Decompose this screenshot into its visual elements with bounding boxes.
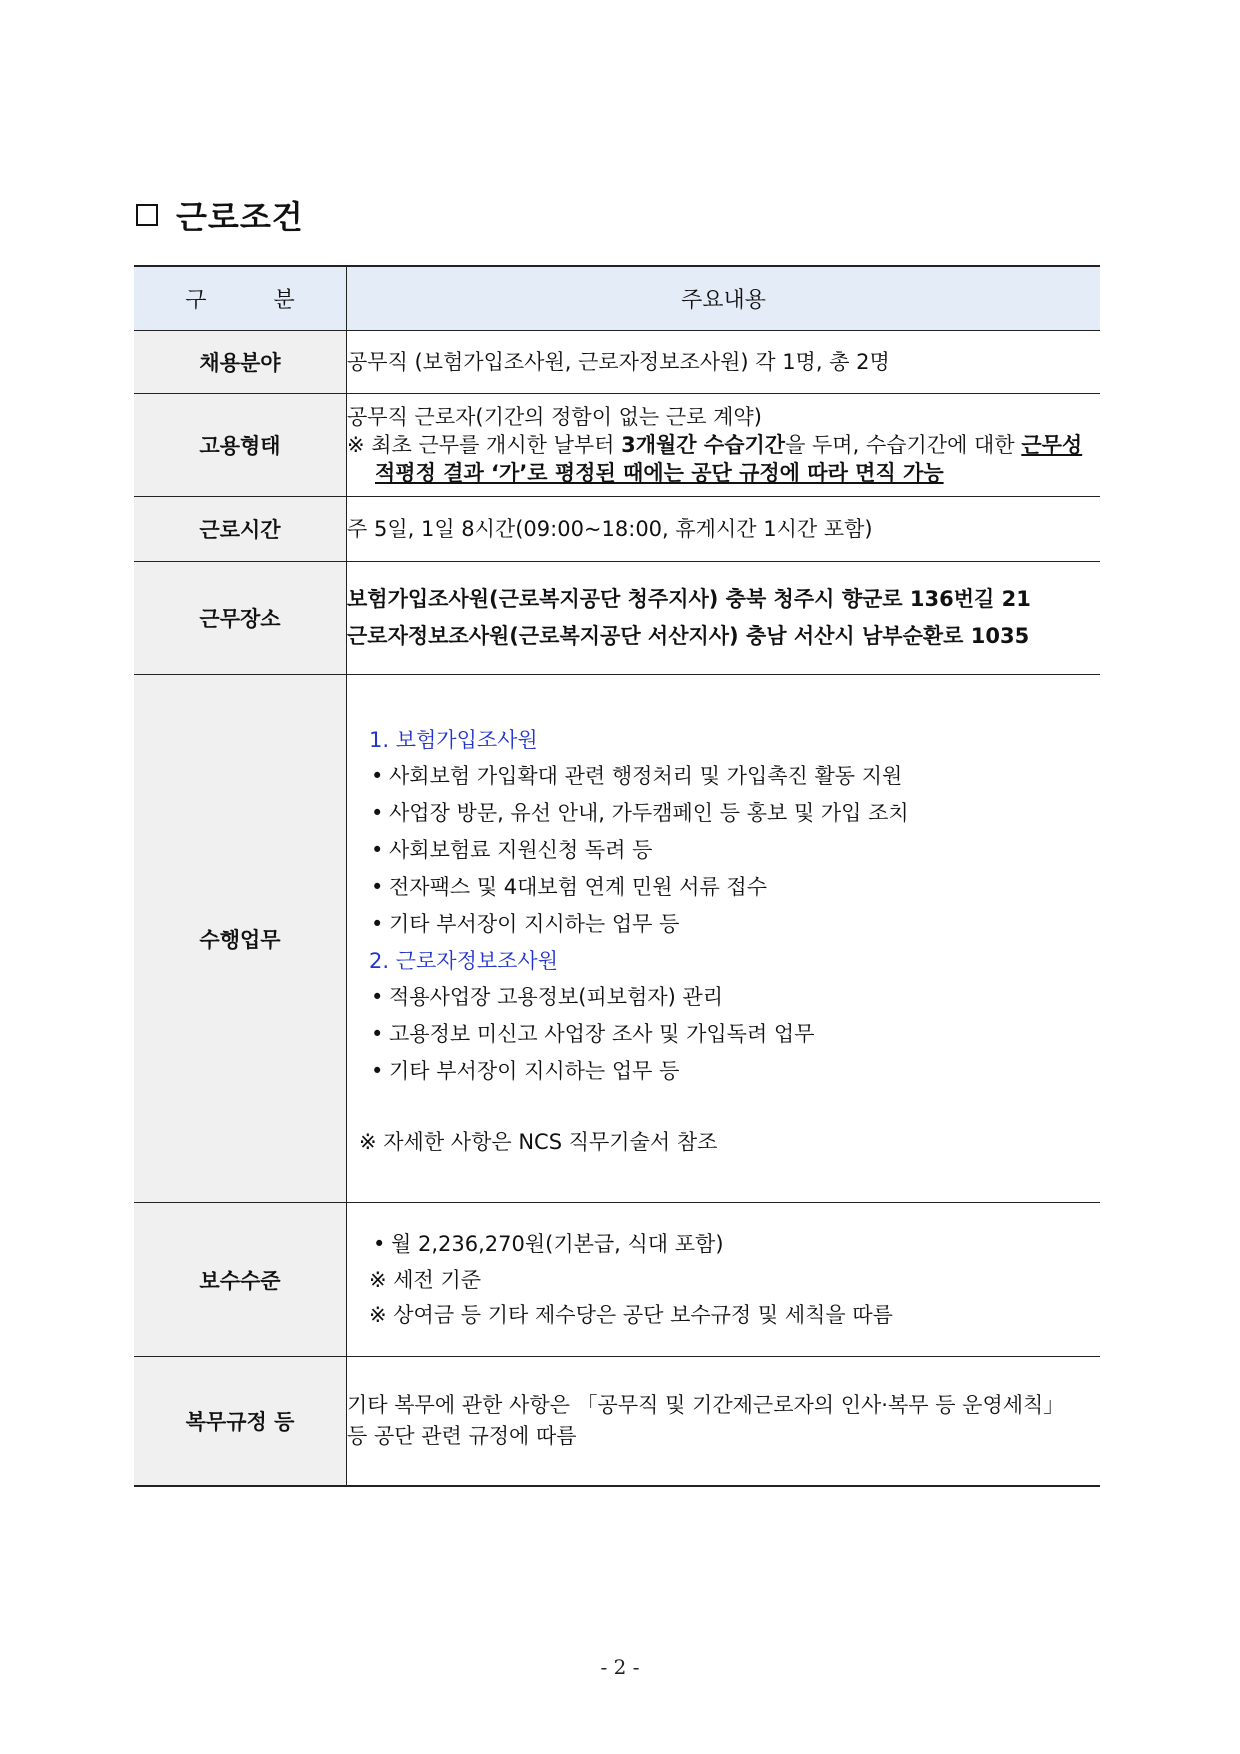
row-content: [347, 675, 1101, 1203]
header-content: 주요내용: [347, 266, 1101, 331]
row-content: [347, 562, 1101, 675]
list-item: • 전자팩스 및 4대보험 연계 민원 서류 접수: [367, 869, 1100, 906]
list-item: • 적용사업장 고용정보(피보험자) 관리: [367, 979, 1100, 1016]
row-label: 고용형태: [134, 394, 347, 497]
list-item: • 사회보험료 지원신청 독려 등: [367, 832, 1100, 869]
checkbox-square-icon: [136, 204, 158, 226]
table-header-row: [134, 266, 1100, 331]
row-label: 복무규정 등: [134, 1357, 347, 1486]
row-content: 공무직 (보험가입조사원, 근로자정보조사원) 각 1명, 총 2명: [347, 331, 1101, 394]
table-row-place: [134, 562, 1100, 675]
duties-group-2-title: 2. 근로자정보조사원: [369, 948, 558, 973]
duties-note: ※ 자세한 사항은 NCS 직무기술서 참조: [359, 1129, 718, 1154]
table-row-employment: [134, 394, 1100, 497]
section-heading: [136, 193, 304, 237]
employment-line-3: 적평정 결과 ‘가’로 평정된 때에는 공단 규정에 따라 면직 가능: [375, 461, 944, 485]
list-item: • 기타 부서장이 지시하는 업무 등: [367, 906, 1100, 943]
list-item: • 사업장 방문, 유선 안내, 가두캠페인 등 홍보 및 가입 조치: [367, 795, 1100, 832]
pay-line-1: • 월 2,236,270원(기본급, 식대 포함): [369, 1226, 1100, 1263]
list-item: • 기타 부서장이 지시하는 업무 등: [367, 1053, 1100, 1090]
pay-line-3: ※ 상여금 등 기타 제수당은 공단 보수규정 및 세칙을 따름: [369, 1303, 893, 1327]
row-content: [347, 1357, 1101, 1486]
rules-line-2: 등 공단 관련 규정에 따름: [347, 1423, 577, 1448]
work-conditions-table: [134, 265, 1100, 1487]
row-label: 보수수준: [134, 1203, 347, 1357]
row-label: 수행업무: [134, 675, 347, 1203]
list-item: • 사회보험 가입확대 관련 행정처리 및 가입촉진 활동 지원: [367, 758, 1100, 795]
table-row-hours: [134, 497, 1100, 562]
rules-line-1: 기타 복무에 관한 사항은 「공무직 및 기간제근로자의 인사·복무 등 운영세칙」: [347, 1392, 1065, 1417]
duties-group-1-title: 1. 보험가입조사원: [369, 727, 538, 752]
table-row-rules: [134, 1357, 1100, 1486]
place-line-2: 근로자정보조사원(근로복지공단 서산지사) 충남 서산시 남부순환로 1035: [347, 624, 1030, 648]
row-content: 주 5일, 1일 8시간(09:00~18:00, 휴게시간 1시간 포함): [347, 497, 1101, 562]
header-category: 구 분: [134, 266, 347, 331]
place-line-1: 보험가입조사원(근로복지공단 청주지사) 충북 청주시 향군로 136번길 21: [347, 587, 1031, 611]
pay-line-2: ※ 세전 기준: [369, 1268, 482, 1292]
table-row-duties: [134, 675, 1100, 1203]
row-label: 채용분야: [134, 331, 347, 394]
list-item: • 고용정보 미신고 사업장 조사 및 가입독려 업무: [367, 1016, 1100, 1053]
employment-line-2: ※ 최초 근무를 개시한 날부터 3개월간 수습기간을 두며, 수습기간에 대한 근무성: [347, 433, 1083, 457]
row-label: 근로시간: [134, 497, 347, 562]
table-row-pay: [134, 1203, 1100, 1357]
section-heading-text: 근로조건: [176, 198, 304, 236]
row-content: [347, 1203, 1101, 1357]
row-content: [347, 394, 1101, 497]
page-number: - 2 -: [600, 1655, 640, 1679]
employment-line-1: 공무직 근로자(기간의 정함이 없는 근로 계약): [347, 405, 762, 429]
table-row-field: [134, 331, 1100, 394]
row-label: 근무장소: [134, 562, 347, 675]
